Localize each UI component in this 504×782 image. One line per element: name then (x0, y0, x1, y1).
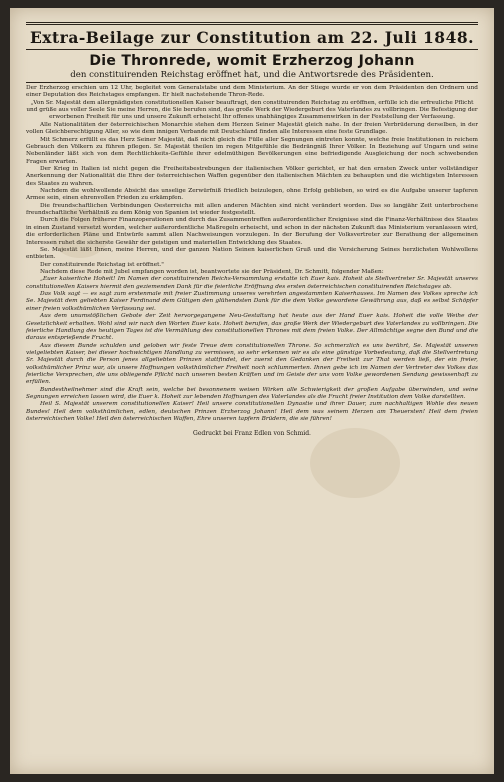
paragraph: Der Erzherzog erschien um 12 Uhr, begleitet vom Generalstabe und dem Ministerium. An der Stiege wurde er von dem Präsidenten den Ordnern und einer Deputation des Reichstages empfangen. Er hielt nachstehende Thron-Rede. (26, 85, 478, 99)
paragraph: Durch die Folgen früherer Finanzoperationen und durch das Zusammentreffen außerordentlicher Ereignisse sind die Finanz-Verhältnisse des Staates in einen Zustand versetzt worden, welcher außerordentliche Maßregeln erheischt, und schon in der nächsten Zukunft das Ministerium veranlassen wird, die erforderlichen Pläne und Entwürfe sammt allen Nachweisungen vorzulegen. In der Berufung der Volksvertreter zur Berathung der allgemeinen Interessen ruhet die sicherste Gewähr der geistigen und materiellen Entwicklung des Staates. (26, 217, 478, 246)
paragraph: „Euer kaiserliche Hoheit! Im Namen der constituirenden Reichs-Versammlung erstatte ich Euer kais. Hoheit als Stellvertreter Sr. Majestät unseres constitutionellen Kaisers hiermit den geziemenden Dank für die feierliche Eröffnung des ersten österreichischen constituirenden Reichstages ab. (26, 276, 478, 290)
printer-footer: Gedruckt bei Franz Edlen von Schmid. (193, 429, 311, 437)
document-subtitle: den constituirenden Reichstag eröffnet hat, und die Antwortsrede des Präsidenten. (70, 70, 434, 80)
paragraph: Das Volk sagt — es sagt zum erstenmale mit freier Zustimmung unseres verehrten angestammten Kaiserhauses. Im Namen des Volkes spreche ich Se. Majestät dem geliebten Kaiser Ferdinand dem Gütigen den glühendsten Dank für die dem Volke gewordene Gewährung aus, daß es selbst Schöpfer einer freien volksthümlichen Verfassung sei. (26, 291, 478, 312)
paragraph: Der constituirende Reichstag ist eröffnet." (40, 261, 164, 268)
paragraph: Bundestheilnehmer sind die Kraft sein, welche bei besonnenem weisen Wirken alle Schwierigkeit der großen Aufgabe überwinden, und seine Segnungen erreichen lassen wird, die Euer k. Hoheit zur lebenden Hoffnungen des Vaterlandes als die Frucht freier Institution dem Volke darstellten. (26, 386, 478, 401)
header-rule (26, 49, 478, 50)
paragraph: Mit Schmerz erfüllt es das Herz Seiner Majestät, daß nicht gleich die Fülle aller Segnungen eintreten konnte, welche freie Institutionen in reichem Gebrauch den Völkern zu führen pflegen. Sr. Majestät theilen im regen Mitgefühle die Bedrängniß Ihrer Völker. In Beziehung auf Ungarn und seine Nebenländer läßt sich von dem Rechtlichkeits-Gefühle ihrer edelmüthigen Bevölkerungen eine befriedigende Ausgleichung der noch schwebenden Fragen erwarten. (26, 136, 478, 165)
paragraph: Nachdem die wohlwollende Absicht das unselige Zerwürfniß friedlich beizulegen, ohne Erfolg geblieben, so wird es die Aufgabe unserer tapferen Armee sein, einen ehrenvollen Frieden zu erkämpfen. (26, 188, 478, 202)
paragraph: Aus dem unumstößlichen Gebote der Zeit hervorgegangene Neu-Gestaltung hat heute aus der Hand Euer kais. Hoheit die volle Weihe der Gesetzlichkeit erhalten. Wohl sind wir nach den Worten Euer kais. Hoheit berufen, das große Werk der Wiedergeburt des Vaterlandes zu vollbringen. Die feierliche Handlung des heutigen Tages ist die Vermählung des constitutionellen Thrones mit dem freien Volke. Der Allmächtige segne den Bund und die daraus entsprießende Frucht. (26, 313, 478, 342)
paragraph: Aus diesem Bunde schulden und geloben wir feste Treue dem constitutionellen Throne. So schmerzlich es uns berührt, Se. Majestät unseren vielgeliebten Kaiser, bei dieser hochwichtigen Handlung zu vermissen, so sehr erkennen wir es als eine günstige Vorbedeutung, daß die Stellvertretung Sr. Majestät durch die Person jenes allgeliebten Prinzen stattfindet, der zuerst den Gedanken der Freiheit zur That werden ließ, der ein freier, volksthümlicher Prinz war, als unsere Hoffnungen volksthümlicher Freiheit noch schlummerten. Ihnen gebe ich im Namen der Vertreter des Volkes das feierliche Versprechen, die uns obliegende Pflicht nach unseren besten Kräften und im Geiste der uns vom Volke gewordenen Sendung gewissenhaft zu erfüllen. (26, 342, 478, 386)
paragraph: Se. Majestät läßt Ihnen, meine Herren, und der ganzen Nation Seinen kaiserlichen Gruß und die Versicherung Seines herzlichsten Wohlwollens entbieten. (26, 246, 478, 261)
paragraph: Die freundschaftlichen Verbindungen Oesterreichs mit allen anderen Mächten sind nicht verändert worden. Das so langjähr Zeit unterbrochene freundschaftliche Verhältniß zu dem König von Spanien ist wieder festgestellt. (26, 202, 478, 217)
document-title: Die Thronrede, womit Erzherzog Johann (89, 53, 415, 69)
paper-stain (50, 208, 110, 258)
paragraph: Heil S. Majestät unserem constitutionellen Kaiser! Heil unsere constitutionellen Dynastie und ihrer Dauer, zum nachhaltigen Wohle des neuen Bundes! Heil dem volksthümlichen, edlen, deutschen Prinzen Erzherzog Johann! Heil dem was seinem Herzen am Theuersten! Heil dem freien österreichischen Volke! Heil den österreichischen Waffen, Ehre unseren tapfern Brüdern, die sie führen! (26, 401, 478, 423)
paragraph: Alle Nationalitäten der österreichischen Monarchie stehen dem Herzen Seiner Majestät gleich nahe. In der freien Verbrüderung derselben, in der vollen Gleichberechtigung Aller, so wie dem innigen Verbande mit Deutschland finden alle Interessen eine feste Grundlage. (26, 121, 478, 136)
header-line: Extra-Beilage zur Constitution am 22. Juli 1848. (29, 28, 475, 47)
paragraph: Nachdem diese Rede mit Jubel empfangen worden ist, beantwortete sie der Präsident, Dr. Schmitt, folgender Maßen: (40, 268, 384, 275)
paragraph: „Von Sr. Majestät dem allergnädigsten constitutionellen Kaiser beauftragt, den constituirenden Reichstag zu eröffnen, erfülle ich die erfreuliche Pflicht und grüße aus voller Seele Sie meine Herren, die Sie berufen sind, das große Werk der Wiedergeburt des Vaterlandes zu vollbringen. Die Befestigung der erworbenen Freiheit für uns und unsere Zukunft erheischt Ihr offenes unabhängiges Zusammenwirken in der Feststellung der Verfassung. (26, 99, 478, 121)
paragraph: Der Krieg in Italien ist nicht gegen die Freiheitsbestrebungen der italienischen Völker gerichtet, er hat den ernsten Zweck unter vollständiger Anerkennung der Nationalität die Ehre der österreichischen Waffen gegenüber den italienischen Mächten zu behaupten und die wichtigsten Interessen des Staates zu wahren. (26, 165, 478, 187)
top-rule (26, 22, 478, 25)
paper-stain (310, 428, 400, 498)
subtitle-rule (26, 82, 478, 83)
newspaper-sheet (10, 8, 494, 774)
